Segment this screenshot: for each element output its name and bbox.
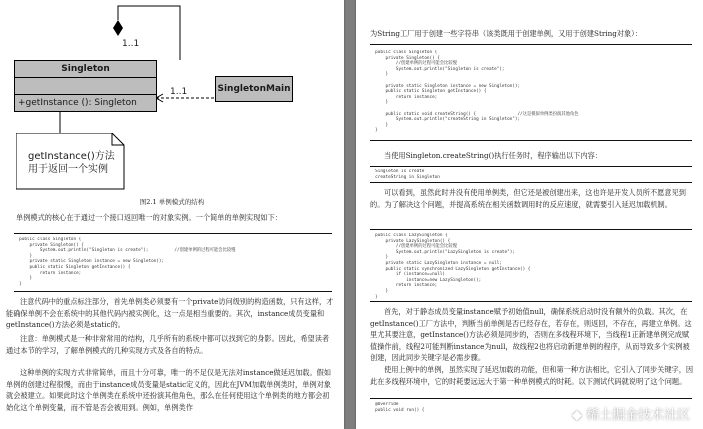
left-page bbox=[0, 0, 344, 429]
code2-rule-bottom bbox=[370, 140, 692, 141]
code-block-2: public class Singleton { private Singleton() { //创建单例的过程可能会比较慢 System.out.println("Singleton is create"); } private static Singleton instance = new Singleton(); public static Singleton getInstance() { return instance; } public static void createString() { //这是模拟单例类扮演其他角色 System.out.println("createString in Singleton"); } } bbox=[375, 50, 579, 134]
note-line-1: getInstance()方法 bbox=[28, 151, 115, 162]
output-rule-bottom bbox=[370, 182, 692, 183]
aggregation-diamond bbox=[113, 20, 123, 36]
paragraph-b1: 首先，对于静态成员变量instance赋予初始值null，确保系统启动时没有额外的负载。其次，在getInstance()工厂方法中，判断当前单例是否已经存在，若存在，则返回，不存在，再建立单例。这里尤其要注意，getInstance()方法必须是同步的，否则在多线程环境下，当线程1正新建单例完成赋值操作前，线程2可能判断instance为null，故线程2也将启动新建单例的程序，从而导致多个实例被创建，因此同步关键字是必需步骤。 bbox=[370, 307, 692, 362]
output-intro: 当使用Singleton.createString()执行任务时，程序输出以下内容： bbox=[384, 151, 603, 160]
singleton-class-box bbox=[14, 60, 157, 112]
right-intro: 为String工厂用于创建一些字符串（该类既用于创建单例，又用于创建String对象）： bbox=[370, 29, 642, 38]
singleton-main-box: SingletonMain bbox=[215, 76, 293, 102]
output-block: Singleton is create createString in Singleton bbox=[375, 169, 440, 180]
code-block-1: public class Singleton { private Singleton() { System.out.println("Singleton is create"); //创建单例的过程可能会比较慢 } private static Singleton instance = new Singleton(); public static Singleton getInstance() { return instance; } } bbox=[19, 237, 236, 287]
code-rule-top bbox=[14, 233, 332, 234]
class-method: +getInstance (): Singleton bbox=[18, 98, 137, 108]
code3-rule-bottom bbox=[370, 301, 692, 302]
code3-rule-top bbox=[370, 229, 692, 230]
paragraph-after-output: 可以看到，虽然此时并没有使用单例类，但它还是被创建出来，这也许是开发人员所不愿意见到的。为了解决这个问题，并提高系统在相关函数调用时的反应速度，就需要引入延迟加载机制。 bbox=[370, 188, 686, 209]
paragraph-note: 注意：单例模式是一种非常常用的结构，几乎所有的系统中都可以找到它的身影。因此，希望读者通过本节的学习，了解单例模式的几种实现方式及各自的特点。 bbox=[6, 334, 330, 355]
code2-rule-top bbox=[370, 44, 692, 45]
code4-rule-top bbox=[370, 398, 692, 399]
figure-caption: 图2.1 单例模式的结构 bbox=[139, 198, 205, 206]
intro-paragraph: 单例模式的核心在于通过一个接口返回唯一的对象实例。一个简单的单例实现如下： bbox=[16, 213, 282, 222]
note-text bbox=[28, 150, 115, 176]
code-rule-bottom bbox=[14, 291, 332, 292]
right-page bbox=[356, 0, 703, 429]
watermark-text: 稀土掘金技术社区 bbox=[586, 408, 691, 423]
paragraph-b2: 使用上例中的单例，虽然实现了延迟加载的功能，但和第一种方法相比，它引入了同步关键字，因此在多线程环境中，它的时耗要远远大于第一种单例模式的时耗。以下测试代码就说明了这个问题。 bbox=[370, 365, 694, 386]
output-rule-top bbox=[370, 166, 692, 167]
class-attributes bbox=[15, 78, 156, 95]
multiplicity-side: 1..1 bbox=[170, 87, 188, 97]
watermark-logo-icon: ◆ bbox=[572, 408, 582, 423]
note-line-2: 用于返回一个实例 bbox=[28, 164, 108, 175]
code-block-3: public class LazySingleton { private LazySingleton() { //创建单例的过程可能会比较慢 System.out.println("LazySingleton is create"); } private static LazySingleton instance = null; public static synchronized LazySingleton getInstance() { if (instance==null) instance=new LazySingleton(); return instance; } } bbox=[375, 233, 531, 299]
multiplicity-top: 1..1 bbox=[122, 39, 140, 49]
self-association-line bbox=[118, 6, 180, 60]
paragraph-1: 注意代码中的重点标注部分，首先单例类必须要有一个private访问级别的构造函数，只有这样，才能确保单例不会在系统中的其他代码内被实例化，这一点是相当重要的。其次，instance成员变量和getInstance()方法必须是static的。 bbox=[6, 297, 334, 329]
paragraph-2: 这种单例的实现方式非常简单，而且十分可靠，唯一的不足仅是无法对instance做延迟加载。假如单例的创建过程很慢，而由于instance成员变量是static定义的，因此在JVM加载单例类时，单例对象就会被建立。如果此时这个单例类在系统中还扮演其他角色，那么在任何使用这个单例类的地方都会初始化这个单例变量，而不管是否会被用到。例如，单例类作 bbox=[6, 368, 332, 412]
watermark bbox=[572, 404, 690, 423]
class-name: Singleton bbox=[15, 61, 156, 78]
code-block-4: @Override public void run() { bbox=[375, 402, 425, 413]
